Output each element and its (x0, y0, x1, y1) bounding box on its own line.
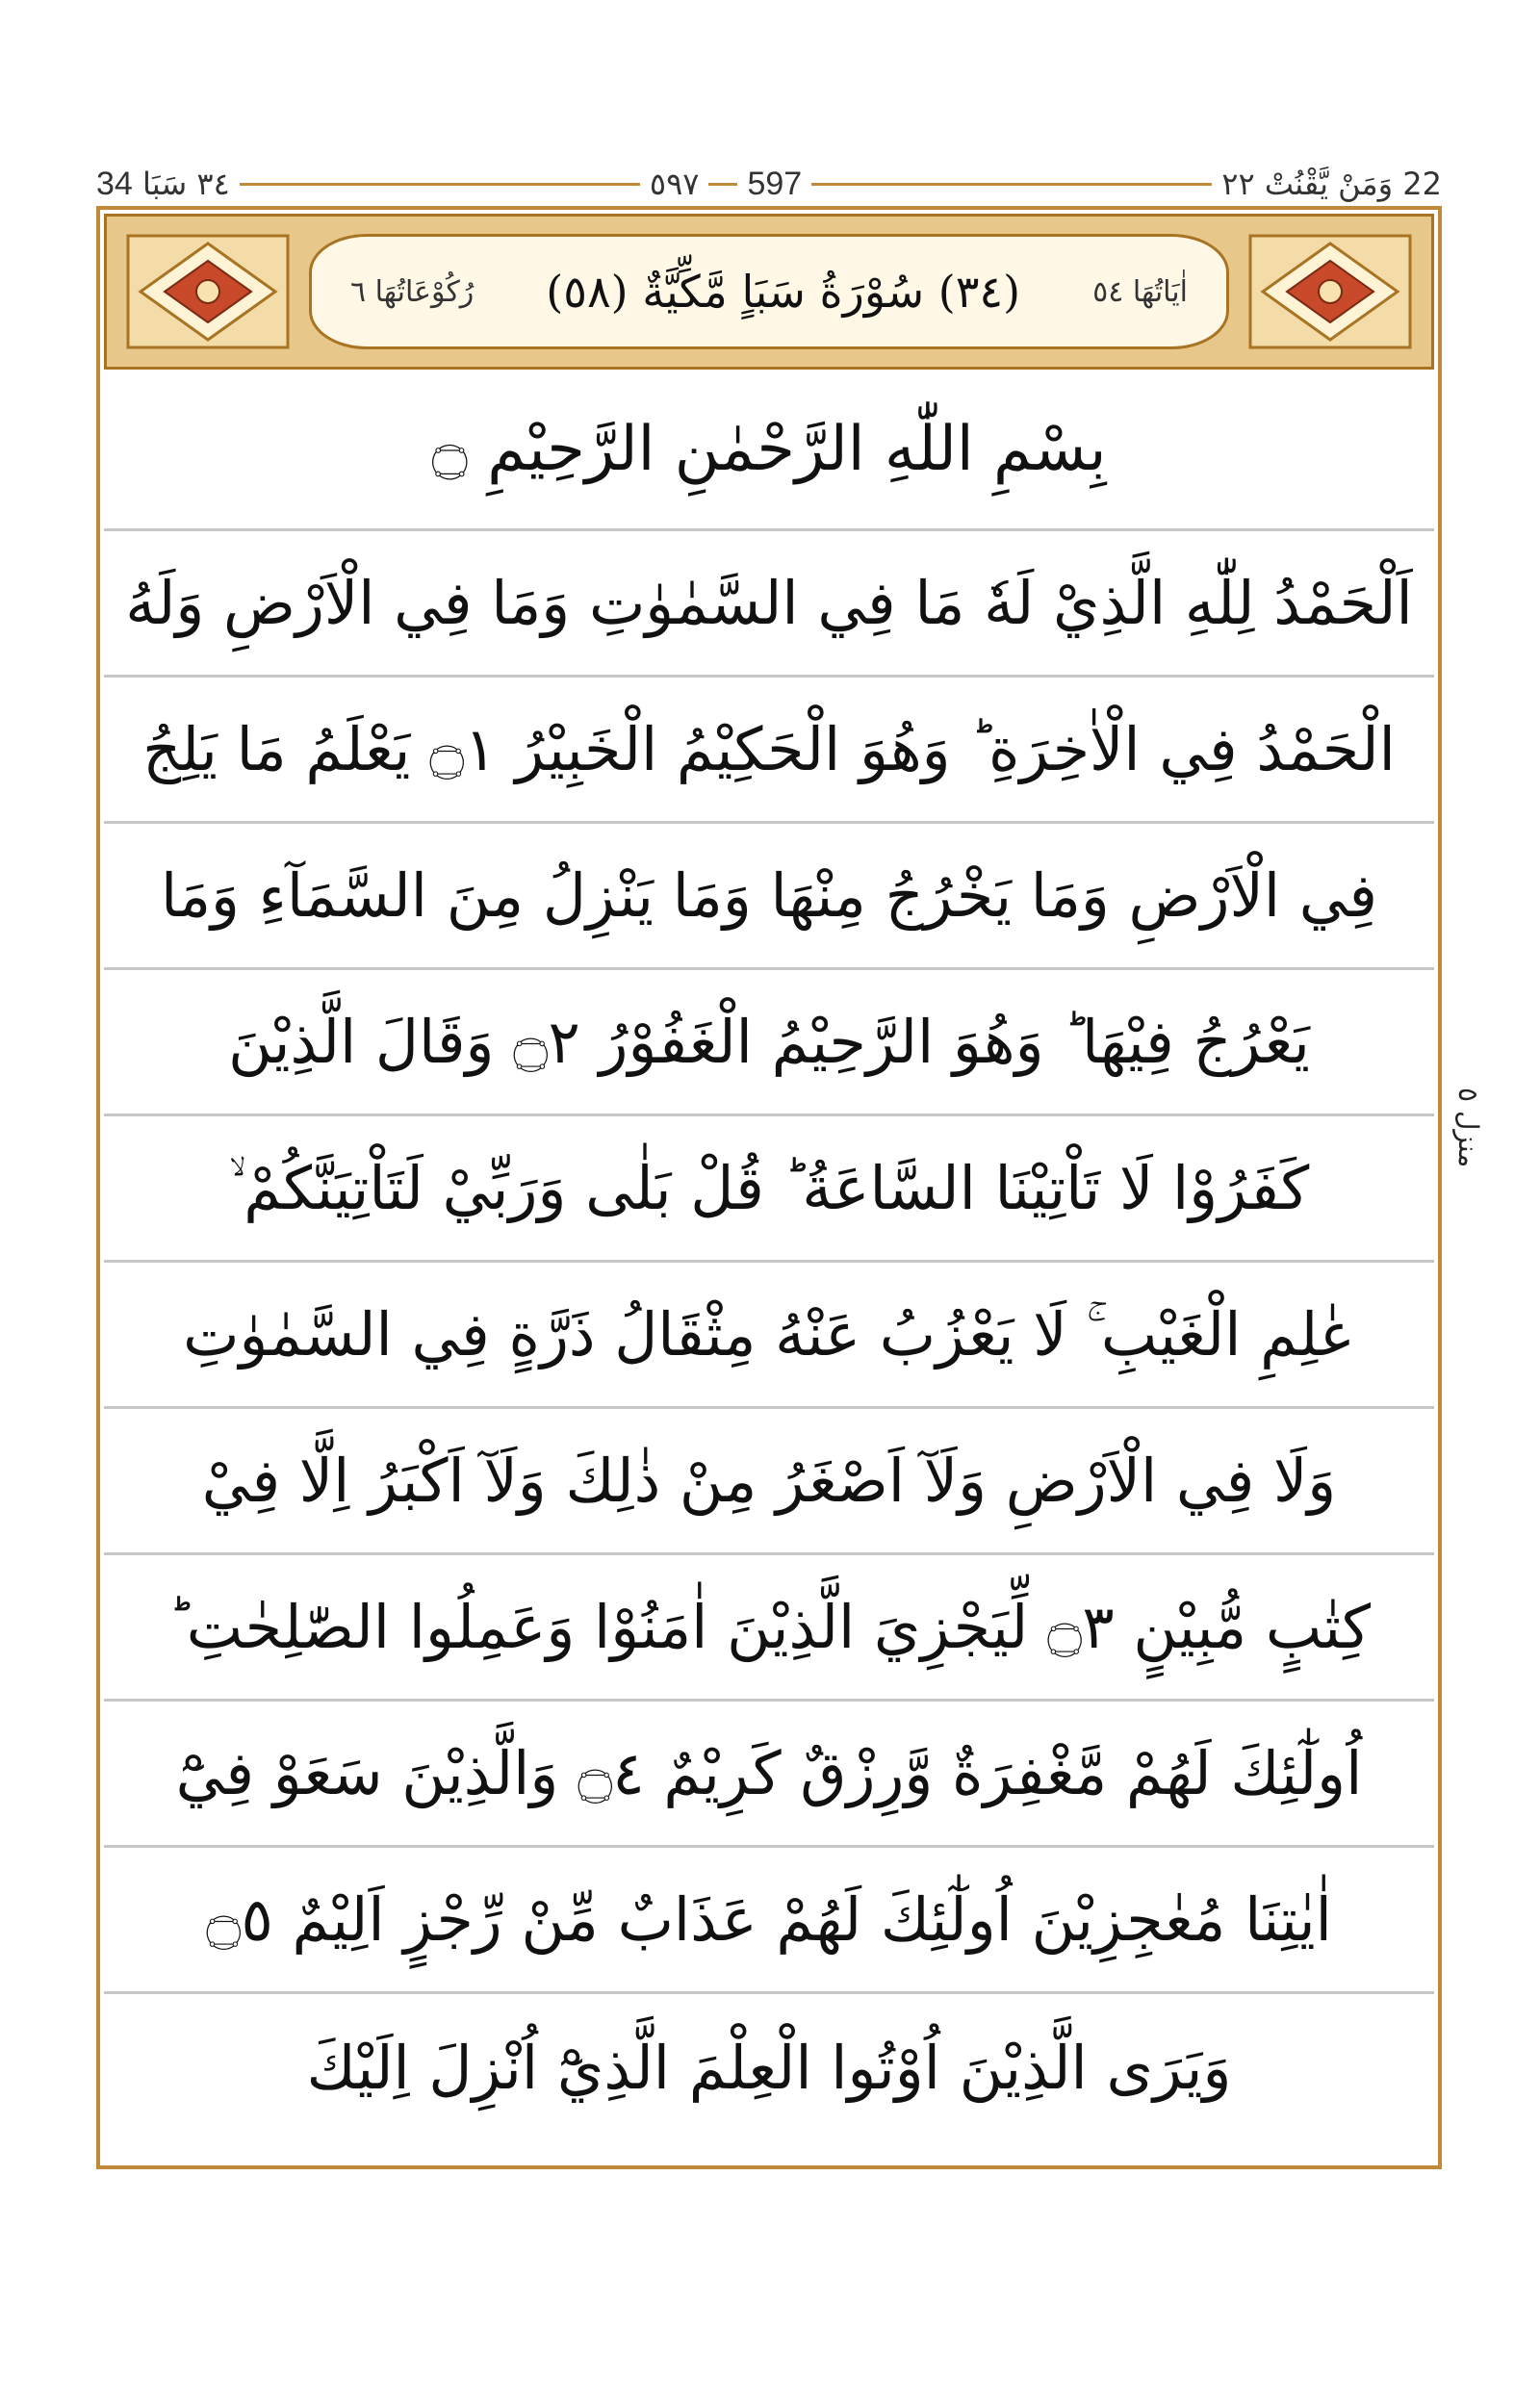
text-line: اَلْحَمْدُ لِلّٰهِ الَّذِيْ لَهٗ مَا فِي السَّمٰوٰتِ وَمَا فِي الْاَرْضِ وَلَهُ (104, 531, 1434, 678)
text-line: اٰيٰتِنَا مُعٰجِزِيْنَ اُولٰٓئِكَ لَهُمْ عَذَابٌ مِّنْ رِّجْزٍ اَلِيْمٌ ۝٥ (104, 1848, 1434, 1994)
surah-header-cartouche (309, 234, 1229, 349)
basmala-line: بِسْمِ اللّٰهِ الرَّحْمٰنِ الرَّحِيْمِ ۝ (104, 370, 1434, 531)
surah-number-latin: 34 (96, 165, 133, 202)
ayat-count: اٰیَاتُهَا ٥٤ (1092, 274, 1188, 309)
text-line: وَلَا فِي الْاَرْضِ وَلَآ اَصْغَرُ مِنْ ذٰلِكَ وَلَآ اَكْبَرُ اِلَّا فِيْ (104, 1409, 1434, 1555)
ornament-icon (1248, 234, 1412, 349)
surah-title: (٣٤) سُوْرَةُ سَبَاٍ مَّكِّيَّةٌ (٥٨) (546, 266, 1021, 318)
header-rule (811, 183, 1212, 186)
surah-header-band (104, 214, 1434, 370)
surah-name: سَبَا (142, 165, 188, 202)
text-lines (104, 370, 1434, 2140)
text-line: يَعْرُجُ فِيْهَا ؕ وَهُوَ الرَّحِيْمُ الْغَفُوْرُ ۝٢ وَقَالَ الَّذِيْنَ (104, 970, 1434, 1116)
text-line: فِي الْاَرْضِ وَمَا يَخْرُجُ مِنْهَا وَمَا يَنْزِلُ مِنَ السَّمَآءِ وَمَا (104, 824, 1434, 970)
page-number: 597 (747, 165, 803, 202)
surah-name-label (96, 166, 230, 203)
rukus-count: رُكُوْعَاتُهَا ٦ (350, 274, 475, 309)
text-line: وَيَرَى الَّذِيْنَ اُوْتُوا الْعِلْمَ الَّذِيْٓ اُنْزِلَ اِلَيْكَ (306, 2032, 1232, 2103)
surah-number-arabic: ٣٤ (196, 165, 230, 202)
text-line: عٰلِمِ الْغَيْبِ ۚ لَا يَعْزُبُ عَنْهُ مِثْقَالُ ذَرَّةٍ فِي السَّمٰوٰتِ (104, 1263, 1434, 1409)
text-line: كَفَرُوْا لَا تَاْتِيْنَا السَّاعَةُ ؕ قُلْ بَلٰى وَرَبِّيْ لَتَاْتِيَنَّكُمْ ۙ (104, 1116, 1434, 1263)
header-rule (240, 183, 640, 186)
running-header (96, 162, 1442, 206)
text-line: الْحَمْدُ فِي الْاٰخِرَةِ ؕ وَهُوَ الْحَكِيْمُ الْخَبِيْرُ ۝١ يَعْلَمُ مَا يَلِجُ (104, 678, 1434, 824)
ornament-icon (126, 234, 290, 349)
juz-label: 22 وَمَنْ يَّقْنُتْ ٢٢ (1221, 166, 1443, 202)
text-line: كِتٰبٍ مُّبِيْنٍ ۝٣ لِّيَجْزِيَ الَّذِيْنَ اٰمَنُوْا وَعَمِلُوا الصّٰلِحٰتِ ؕ (104, 1555, 1434, 1702)
manzil-marker: منزل ٥ (1452, 1088, 1484, 1168)
text-line: اُولٰٓئِكَ لَهُمْ مَّغْفِرَةٌ وَّرِزْقٌ كَرِيْمٌ ۝٤ وَالَّذِيْنَ سَعَوْ فِيْٓ (104, 1702, 1434, 1848)
page-number-arabic: ٥٩٧ (649, 166, 700, 202)
header-rule (708, 183, 737, 186)
